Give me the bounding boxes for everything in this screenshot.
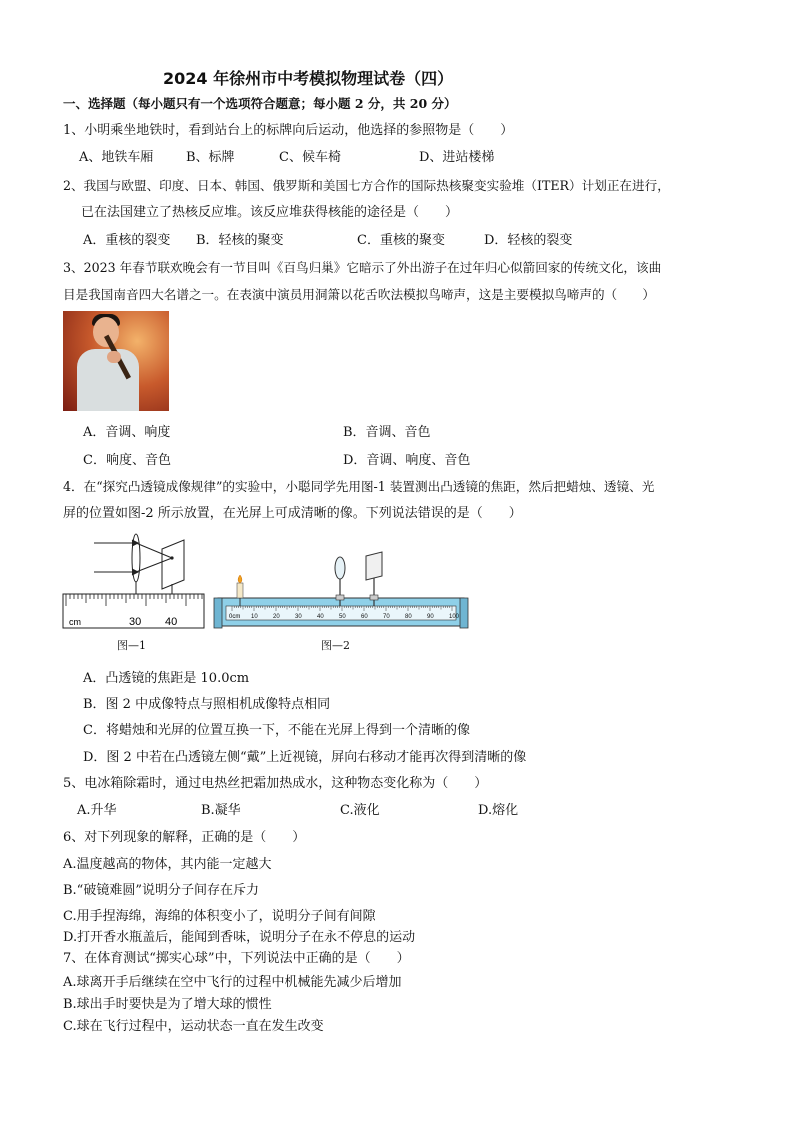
fig1-tick-label-40: 40 [165, 616, 178, 628]
q3-option-c: C．响度、音色 [83, 453, 171, 468]
figure-2-caption: 图—2 [321, 639, 350, 652]
question-5-stem: 5、电冰箱除霜时，通过电热丝把霜加热成水，这种物态变化称为（ ） [63, 776, 488, 791]
q6-option-a: A.温度越高的物体，其内能一定越大 [63, 857, 272, 872]
q2-option-d: D．轻核的裂变 [484, 233, 573, 248]
question-2-stem-line1: 2、我国与欧盟、印度、日本、韩国、俄罗斯和美国七方合作的国际热核聚变实验堆（ITER）计划正在进行， [63, 178, 670, 193]
fig1-tick-label-30: 30 [129, 616, 142, 628]
question-4-stem-line2: 屏的位置如图-2 所示放置，在光屏上可成清晰的像。下列说法错误的是（ ） [63, 506, 522, 521]
performer-photo [63, 311, 169, 411]
question-2-stem-line2: 已在法国建立了热核反应堆。该反应堆获得核能的途径是（ ） [81, 205, 459, 220]
fig2-unit-label: 0cm [229, 614, 241, 620]
q3-option-d: D．音调、响度、音色 [343, 453, 471, 468]
figure-1-caption: 图—1 [117, 639, 146, 652]
q6-option-d: D.打开香水瓶盖后，能闻到香味，说明分子在永不停息的运动 [63, 930, 416, 945]
q1-option-c: C、候车椅 [279, 150, 341, 165]
bench-tick-label: 50 [339, 614, 346, 620]
figure-1-focal-length-setup [60, 532, 210, 632]
q3-option-a: A．音调、响度 [83, 425, 171, 440]
q1-option-a: A、地铁车厢 [79, 150, 154, 165]
bench-tick-label: 10 [251, 614, 258, 620]
q1-option-b: B、标牌 [186, 150, 235, 165]
q5-option-b: B.凝华 [201, 803, 241, 818]
q2-option-c: C．重核的聚变 [357, 233, 445, 248]
q7-option-c: C.球在飞行过程中，运动状态一直在发生改变 [63, 1019, 324, 1034]
q7-option-a: A.球离开手后继续在空中飞行的过程中机械能先减少后增加 [63, 975, 402, 990]
bench-tick-label: 100 [449, 614, 460, 620]
q1-option-d: D、进站楼梯 [419, 150, 495, 165]
bench-tick-label: 30 [295, 614, 302, 620]
bench-tick-label: 40 [317, 614, 324, 620]
q4-option-b: B．图 2 中成像特点与照相机成像特点相同 [83, 697, 331, 712]
q4-option-d: D．图 2 中若在凸透镜左侧“戴”上近视镜，屏向右移动才能再次得到清晰的像 [83, 750, 527, 765]
question-1-stem: 1、小明乘坐地铁时，看到站台上的标牌向后运动，他选择的参照物是（ ） [63, 123, 514, 138]
q4-option-a: A．凸透镜的焦距是 10.0cm [83, 671, 250, 686]
figure-2-optical-bench [212, 548, 472, 633]
section-heading: 一、选择题（每小题只有一个选项符合题意；每小题 2 分，共 20 分） [63, 96, 457, 111]
q2-option-a: A．重核的裂变 [83, 233, 171, 248]
fig1-unit-label: cm [69, 617, 81, 627]
q2-option-b: B．轻核的聚变 [196, 233, 284, 248]
question-6-stem: 6、对下列现象的解释，正确的是（ ） [63, 830, 306, 845]
bench-tick-label: 20 [273, 614, 280, 620]
bench-tick-label: 80 [405, 614, 412, 620]
bench-tick-label: 90 [427, 614, 434, 620]
q4-option-c: C．将蜡烛和光屏的位置互换一下，不能在光屏上得到一个清晰的像 [83, 723, 470, 738]
question-3-stem-line1: 3、2023 年春节联欢晚会有一节目叫《百鸟归巢》它暗示了外出游子在过年归心似箭回家的传统文化，该曲 [63, 260, 662, 275]
bench-tick-label: 60 [361, 614, 368, 620]
q5-option-c: C.液化 [340, 803, 380, 818]
question-4-stem-line1: 4．在“探究凸透镜成像规律”的实验中，小聪同学先用图-1 装置测出凸透镜的焦距，然后把蜡烛、透镜、光 [63, 479, 655, 494]
q5-option-a: A.升华 [77, 803, 117, 818]
q7-option-b: B.球出手时要快是为了增大球的惯性 [63, 997, 272, 1012]
question-7-stem: 7、在体育测试“掷实心球”中，下列说法中正确的是（ ） [63, 951, 410, 966]
question-3-stem-line2: 目是我国南音四大名谱之一。在表演中演员用洞箫以花舌吹法模拟鸟啼声，这是主要模拟鸟啼声的（ ） [63, 287, 655, 302]
performer-hand [107, 351, 121, 363]
q5-option-d: D.熔化 [478, 803, 519, 818]
ruler-ticks [66, 594, 202, 606]
q3-option-b: B．音调、音色 [343, 425, 431, 440]
exam-title: 2024 年徐州市中考模拟物理试卷（四） [163, 69, 454, 88]
q6-option-c: C.用手捏海绵，海绵的体积变小了，说明分子间有间隙 [63, 909, 376, 924]
q6-option-b: B.“破镜难圆”说明分子间存在斥力 [63, 883, 259, 898]
bench-tick-label: 70 [383, 614, 390, 620]
